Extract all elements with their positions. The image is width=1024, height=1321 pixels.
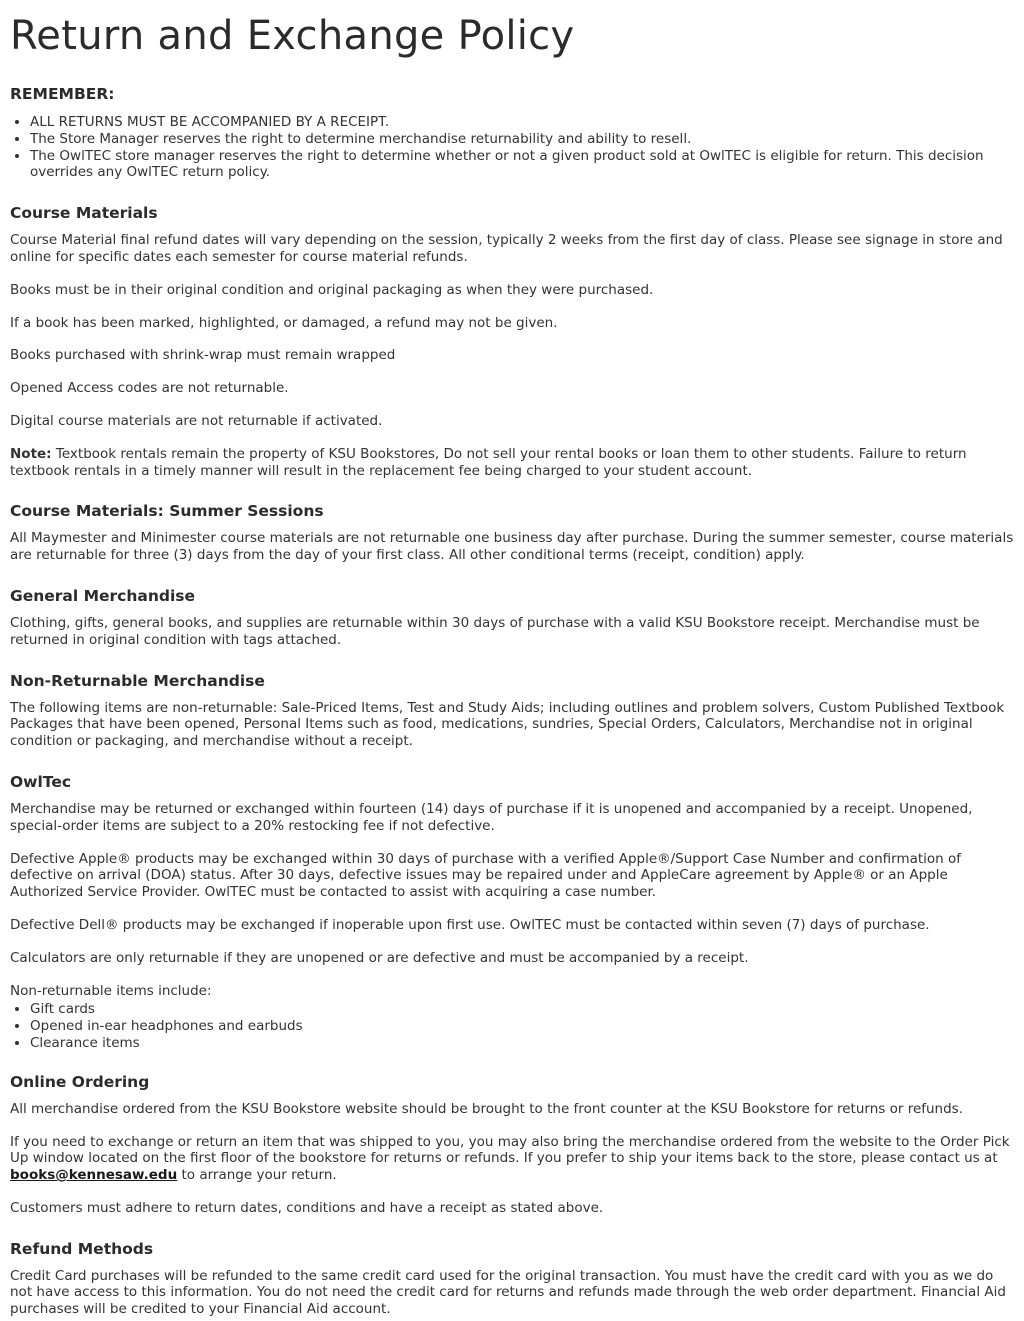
paragraph: The following items are non-returnable: Sale-Priced Items, Test and Study Aids; including outlines and problem solvers, Custom Published Textbook Packages that have been opened, Personal Items such as food, medications, sundries, Special Orders, Calculators, Merchandise not in original condition or packaging, and merchandise without a receipt. [10,699,1005,750]
paragraph: If a book has been marked, highlighted, or damaged, a refund may not be given. [10,314,558,331]
text-span: If you need to exchange or return an item that was shipped to you, you may also bring the merchandise ordered from the website to the Order Pick Up window located on the first floor of the bookstore for returns or refunds. If you prefer to ship your items back to the store, please contact us at [10,1133,1010,1167]
refund-methods-heading: Refund Methods [10,1239,154,1258]
list-item: • ALL RETURNS MUST BE ACCOMPANIED BY A RECEIPT. [30,114,1014,131]
paragraph [10,1134,1014,1184]
paragraph: Merchandise may be returned or exchanged within fourteen (14) days of purchase if it is unopened and accompanied by a receipt. Unopened, special-order items are subject to a 20% restocking fee if not defective. [10,800,973,834]
paragraph: Clothing, gifts, general books, and supplies are returnable within 30 days of purchase with a valid KSU Bookstore receipt. Merchandise must be returned in original condition with tags attached. [10,614,980,648]
list-item: • Opened in-ear headphones and earbuds [30,1018,1014,1035]
course-materials-heading: Course Materials [10,204,158,223]
list-item: • Gift cards [30,1001,1014,1018]
paragraph: Books must be in their original condition and original packaging as when they were purchased. [10,281,654,298]
list-item: • The Store Manager reserves the right to determine merchandise returnability and ability to resell. [30,131,1014,148]
paragraph: Defective Dell® products may be exchanged if inoperable upon first use. OwlTEC must be contacted within seven (7) days of purchase. [10,916,930,933]
non-returnable-items-list [10,1001,1014,1051]
paragraph: All merchandise ordered from the KSU Bookstore website should be brought to the front counter at the KSU Bookstore for returns or refunds. [10,1100,964,1117]
owltec-heading: OwlTec [10,772,72,791]
note-label: Note: [10,445,52,462]
paragraph: Calculators are only returnable if they are unopened or are defective and must be accompanied by a receipt. [10,949,749,966]
email-link[interactable]: books@kennesaw.edu [10,1167,178,1184]
online-ordering-heading: Online Ordering [10,1072,150,1091]
summer-sessions-heading: Course Materials: Summer Sessions [10,502,324,521]
general-merchandise-heading: General Merchandise [10,586,196,605]
paragraph: Opened Access codes are not returnable. [10,380,289,397]
note-text: Textbook rentals remain the property of KSU Bookstores, Do not sell your rental books or loan them to other students. Failure to return textbook rentals in a timely manner will result in the replacement fee being charged to your student account. [10,445,967,479]
list-item: • Clearance items [30,1035,1014,1052]
non-returnable-heading: Non-Returnable Merchandise [10,671,265,690]
paragraph: Digital course materials are not returnable if activated. [10,412,383,429]
paragraph: Customers must adhere to return dates, conditions and have a receipt as stated above. [10,1199,604,1216]
note-paragraph [10,446,1014,480]
text-span: to arrange your return. [177,1167,337,1184]
page-title: Return and Exchange Policy [10,13,575,59]
paragraph: All Maymester and Minimester course materials are not returnable one business day after purchase. During the summer semester, course materials are returnable for three (3) days from the day of your first class. All other conditional terms (receipt, condition) apply. [10,530,1014,564]
list-intro: Non-returnable items include: [10,982,212,999]
paragraph: Course Material final refund dates will vary depending on the session, typically 2 weeks from the first day of class. Please see signage in store and online for specific dates each semester for course material refunds. [10,232,1003,265]
paragraph: Credit Card purchases will be refunded to the same credit card used for the original transaction. You must have the credit card with you as we do not have access to this information. You do not need the credit card for returns and refunds made through the web order department. Financial Aid purchases will be credited to your Financial Aid account. [10,1267,1006,1318]
remember-list [10,114,1014,181]
list-item: • The OwlTEC store manager reserves the right to determine whether or not a given product sold at OwlTEC is eligible for return. This decision overrides any OwlTEC return policy. [30,148,1014,182]
remember-heading: REMEMBER: [10,85,115,103]
paragraph: Books purchased with shrink-wrap must remain wrapped [10,347,396,364]
paragraph: Defective Apple® products may be exchanged within 30 days of purchase with a verified Apple®/Support Case Number and confirmation of defective on arrival (DOA) status. After 30 days, defective issues may be repaired under and AppleCare agreement by Apple® or an Apple Authorized Service Provider. OwlTEC must be contacted to assist with acquiring a case number. [10,850,962,901]
